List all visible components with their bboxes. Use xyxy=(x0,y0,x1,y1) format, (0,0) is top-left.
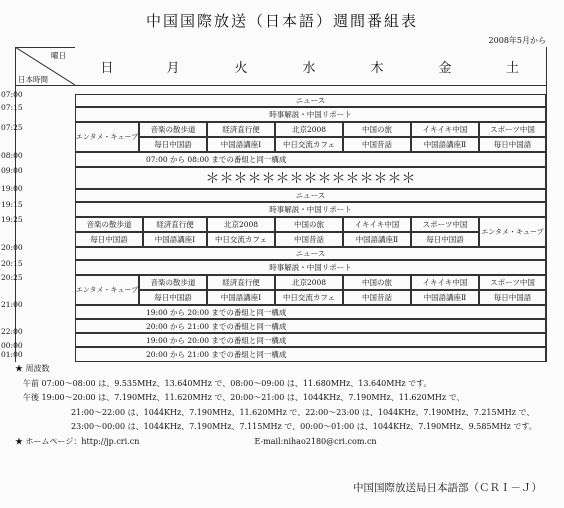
enta-cube-sat-pm1: エンタメ・キューブ xyxy=(479,217,546,247)
repeat-2200b: 19:00 から 20:00 までの番組と同一構成 xyxy=(75,333,546,347)
prog-fri-pm2-top: イキイキ中国 xyxy=(411,275,479,290)
page-title: 中国国際放送（日本語）週間番組表 xyxy=(145,12,418,30)
prog-sun-pm1-top: 音楽の散歩道 xyxy=(75,217,143,232)
current-2015: 時事解説・中国リポート xyxy=(75,260,546,275)
prog-sat-am-bottom: 毎日中国語 xyxy=(479,137,546,152)
time-2000: 20:00 xyxy=(1,243,23,252)
prog-wed-am-top: 北京2008 xyxy=(275,122,343,137)
prog-tue-pm1-top: 北京2008 xyxy=(207,217,275,232)
current-1915: 時事解説・中国リポート xyxy=(75,202,546,217)
prog-mon-pm1-top: 経済直行便 xyxy=(143,217,207,232)
prog-mon-pm2-bottom: 毎日中国語 xyxy=(139,290,207,305)
day-header-tue: 火 xyxy=(207,47,275,85)
time-1900: 19:00 xyxy=(1,184,23,193)
news-2000: ニュース xyxy=(75,247,546,260)
prog-thu-pm2-bottom: 中国昔話 xyxy=(343,290,411,305)
enta-cube-sun-pm2: エンタメ・キューブ xyxy=(75,275,139,305)
prog-sun-pm1-bottom: 毎日中国語 xyxy=(75,232,143,247)
freq-pm1: 午後 19:00～20:00 は、7.190MHz、11.620MHz で、20:00～21:00 は、1044KHz、7.190MHz、11.620MHz で、 xyxy=(23,393,465,402)
prog-wed-pm1-bottom: 中国昔話 xyxy=(275,232,343,247)
publisher: 中国国際放送局日本語部（ＣＲＩ－Ｊ） xyxy=(353,482,542,494)
frequency-notes xyxy=(15,362,555,449)
prog-tue-pm1-bottom: 中日交流カフェ xyxy=(207,232,275,247)
repeat-2200a: 20:00 から 21:00 までの番組と同一構成 xyxy=(75,319,546,333)
time-0715: 07:15 xyxy=(1,103,23,112)
day-header-fri: 金 xyxy=(411,47,479,85)
prog-fri-am-bottom: 中国語講座Ⅱ xyxy=(411,137,479,152)
prog-tue-am-bottom: 中国語講座Ⅰ xyxy=(207,137,275,152)
news-0700: ニュース xyxy=(75,94,546,107)
prog-mon-pm1-bottom: 中国語講座Ⅰ xyxy=(143,232,207,247)
prog-thu-pm1-bottom: 中国語講座Ⅱ xyxy=(343,232,411,247)
corner-weekday-label: 曜日 xyxy=(51,51,66,60)
prog-mon-am-bottom: 毎日中国語 xyxy=(139,137,207,152)
prog-fri-am-top: イキイキ中国 xyxy=(411,122,479,137)
time-2015: 20:15 xyxy=(1,259,23,268)
schedule-table xyxy=(1,47,546,362)
time-0800: 08:00 xyxy=(1,151,23,160)
time-2100: 21:00 xyxy=(1,300,23,309)
prog-tue-pm2-top: 経済直行便 xyxy=(207,275,275,290)
prog-fri-pm1-top: スポーツ中国 xyxy=(411,217,479,232)
day-header-wed: 水 xyxy=(275,47,343,85)
effective-date: 2008年5月から xyxy=(488,36,546,45)
time-0725: 07:25 xyxy=(1,123,23,132)
homepage-link[interactable]: ★ ホームページ：http://jp.cri.cn xyxy=(15,436,140,446)
time-1925: 19:25 xyxy=(1,215,23,224)
day-header-thu: 木 xyxy=(343,47,411,85)
freq-am: 午前 07:00～08:00 は、9.535MHz、13.640MHz で、08:00～09:00 は、11.680MHz、13.640MHz です。 xyxy=(23,378,432,388)
prog-mon-pm2-top: 音楽の散歩道 xyxy=(139,275,207,290)
prog-sat-am-top: スポーツ中国 xyxy=(479,122,546,137)
repeat-2100: 19:00 から 20:00 までの番組と同一構成 xyxy=(75,305,546,319)
email-link[interactable]: E-mail:nihao2180@cri.com.cn xyxy=(254,436,377,446)
prog-fri-pm1-bottom: 毎日中国語 xyxy=(411,232,479,247)
prog-wed-am-bottom: 中日交流カフェ xyxy=(275,137,343,152)
prog-mon-am-top: 音楽の散歩道 xyxy=(139,122,207,137)
day-header-mon: 月 xyxy=(139,47,207,85)
prog-thu-pm1-top: イキイキ中国 xyxy=(343,217,411,232)
corner-time-label: 日本時間 xyxy=(18,75,48,84)
time-0000: 00:00 xyxy=(1,341,23,350)
time-2200: 22:00 xyxy=(1,327,23,336)
freq-heading: ★ 周波数 xyxy=(15,364,50,373)
prog-sat-pm2-bottom: 毎日中国語 xyxy=(479,290,546,305)
prog-wed-pm2-bottom: 中日交流カフェ xyxy=(275,290,343,305)
prog-fri-pm2-bottom: 中国語講座Ⅱ xyxy=(411,290,479,305)
prog-sat-pm2-top: スポーツ中国 xyxy=(479,275,546,290)
time-0700: 07:00 xyxy=(1,90,23,99)
news-1900: ニュース xyxy=(75,189,546,202)
current-0715: 時事解説・中国リポート xyxy=(75,107,546,122)
freq-pm3: 23:00～00:00 は、1044KHz、7.190MHz、7.115MHz で、00:00～01:00 は、1044KHz、7.190MHz、9.585MHz です。 xyxy=(71,422,537,431)
time-0900: 09:00 xyxy=(1,166,23,175)
off-air-stars xyxy=(75,167,546,189)
prog-wed-pm2-top: 北京2008 xyxy=(275,275,343,290)
prog-tue-pm2-bottom: 中国語講座Ⅰ xyxy=(207,290,275,305)
contact-line xyxy=(15,435,555,450)
time-2025: 20:25 xyxy=(1,273,23,282)
prog-thu-am-bottom: 中国昔話 xyxy=(343,137,411,152)
prog-tue-am-top: 経済直行便 xyxy=(207,122,275,137)
prog-wed-pm1-top: 中国の旅 xyxy=(275,217,343,232)
enta-cube-sun-am: エンタメ・キューブ xyxy=(75,122,139,152)
time-0100: 01:00 xyxy=(1,350,23,359)
day-header-sun: 日 xyxy=(75,47,139,85)
day-header-sat: 土 xyxy=(479,47,546,85)
prog-thu-pm2-top: 中国の旅 xyxy=(343,275,411,290)
freq-pm2: 21:00～22:00 は、1044KHz、7.190MHz、11.620MHz で、22:00～23:00 は、1044KHz、7.190MHz、7.215MHz で、 xyxy=(71,407,535,417)
time-1915: 19:15 xyxy=(1,200,23,209)
prog-thu-am-top: 中国の旅 xyxy=(343,122,411,137)
repeat-0000: 20:00 から 21:00 までの番組と同一構成 xyxy=(75,347,546,362)
repeat-0800: 07:00 から 08:00 までの番組と同一構成 xyxy=(75,152,546,167)
stars-row: ＊＊＊＊＊＊＊＊＊＊＊＊＊＊＊ xyxy=(205,171,416,187)
